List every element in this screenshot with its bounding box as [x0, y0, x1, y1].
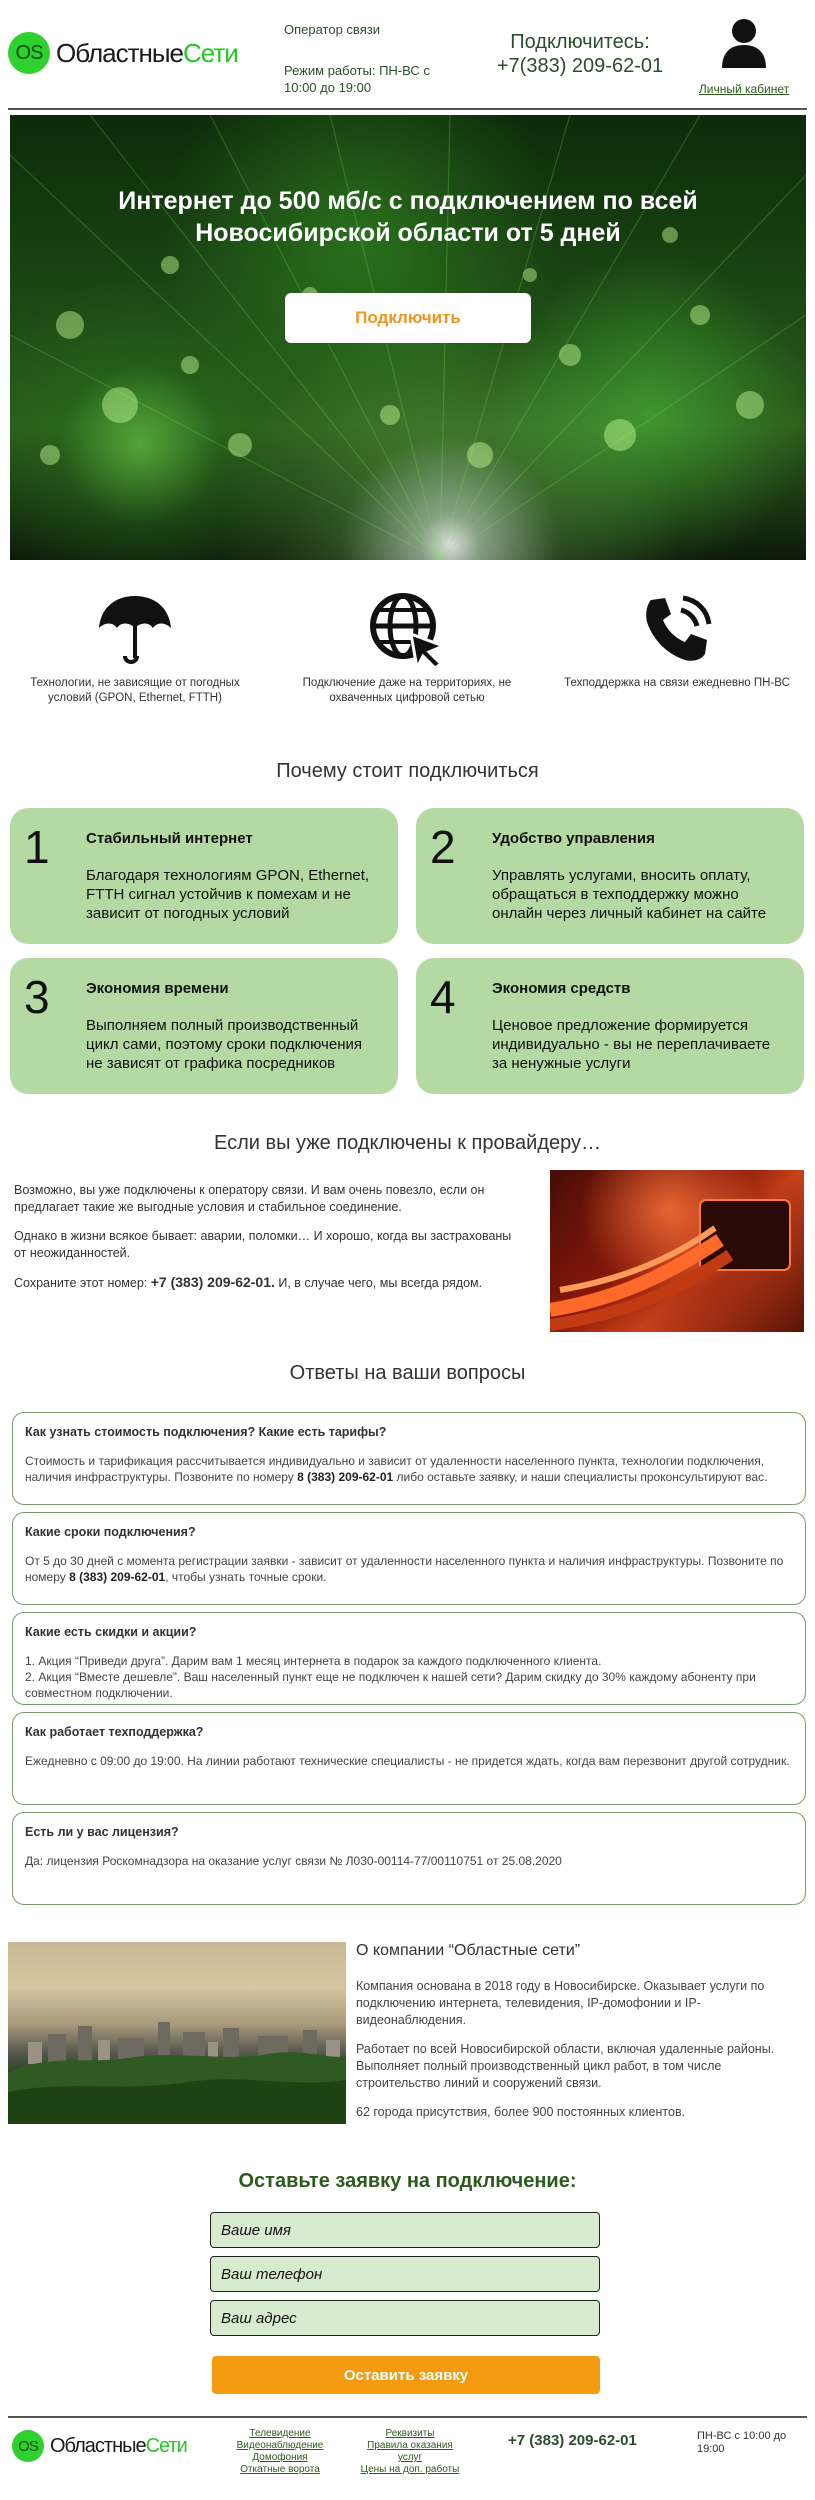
form-title: Оставьте заявку на подключение: [238, 2170, 577, 2192]
card-title: Экономия времени [86, 980, 229, 997]
card-text: Выполняем полный производственный цикл сами, поэтому сроки подключения не зависят от графика посредников [86, 1017, 362, 1072]
submit-button[interactable]: Оставить заявку [212, 2356, 600, 2394]
provider-text [14, 1182, 520, 1304]
why-title: Почему стоит подключиться [276, 760, 539, 782]
benefit-card [416, 958, 804, 1094]
phone-input[interactable] [210, 2256, 600, 2292]
feature-weather [20, 590, 250, 706]
card-text: Ценовое предложение формируется индивидуально - вы не переплачиваете за ненужные услуги [492, 1017, 771, 1072]
card-title: Удобство управления [492, 830, 655, 847]
operator-label: Оператор связи [284, 22, 380, 37]
card-number: 1 [24, 821, 50, 873]
feature-weather-text: Технологии, не зависящие от погодных условий (GPON, Ethernet, FTTH) [30, 677, 240, 704]
cable-photo [550, 1170, 804, 1332]
connect-label: Подключитесь: [510, 31, 650, 53]
footer-info-links [358, 2428, 462, 2476]
card-number: 4 [430, 971, 456, 1023]
header-divider [8, 108, 807, 110]
provider-paragraph: Однако в жизни всякое бывает: аварии, поломки… И хорошо, когда вы застрахованы от неожиданностей. [14, 1229, 512, 1260]
faq-answer: Стоимость и тарификация рассчитывается индивидуально и зависит от удаленности населенного пункта, технологии подключения, наличия инфраструктуры. Позвоните по номеру 8 (383) 209-62-01 либо оставьте заявку, и наши специалисты проконсультируют вас. [25, 1454, 768, 1484]
faq-question[interactable]: Какие сроки подключения? [25, 1525, 196, 1539]
user-icon[interactable] [722, 18, 766, 68]
footer-divider [8, 2416, 807, 2418]
about-title: О компании “Областные сети” [356, 1942, 581, 1959]
logo[interactable] [8, 32, 238, 74]
footer-link[interactable]: Цены на доп. работы [360, 2464, 460, 2475]
hero-title: Интернет до 500 мб/с с подключением по всей Новосибирской области от 5 дней [118, 187, 698, 247]
logo-mark: OS [12, 2430, 44, 2462]
footer-services-links [228, 2428, 332, 2476]
feature-coverage [292, 590, 522, 706]
footer-phone[interactable]: +7 (383) 209-62-01 [508, 2432, 637, 2449]
hero-banner [10, 115, 806, 560]
footer-link[interactable]: Правила оказания услуг [367, 2440, 453, 2463]
umbrella-icon [95, 590, 175, 670]
footer-link[interactable]: Реквизиты [385, 2428, 435, 2439]
faq-answer: Ежедневно с 09:00 до 19:00. На линии работают технические специалисты - не придется ждать, когда вам перезвонит другой сотрудник. [25, 1754, 790, 1768]
account-block [692, 18, 796, 96]
footer-link[interactable]: Видеонаблюдение [236, 2440, 324, 2451]
logo-text: ОбластныеСети [56, 37, 238, 68]
faq-answer: Да: лицензия Роскомнадзора на оказание услуг связи № Л030-00114-77/00110751 от 25.08.2020 [25, 1854, 562, 1868]
faq-question[interactable]: Есть ли у вас лицензия? [25, 1825, 179, 1839]
provider-phone[interactable]: +7 (383) 209-62-01. [150, 1274, 275, 1290]
globe-cursor-icon [367, 590, 447, 670]
card-title: Стабильный интернет [86, 830, 253, 847]
features-row [0, 590, 815, 720]
about-paragraph: Работает по всей Новосибирской области, включая удаленные районы. Выполняет полный производственный цикл работ, в том числе строительство линий и сооружений связи. [356, 2042, 775, 2090]
working-hours: Режим работы: ПН-ВС с 10:00 до 19:00 [284, 63, 430, 95]
about-text [356, 1978, 804, 2133]
account-link[interactable]: Личный кабинет [698, 82, 790, 96]
provider-paragraph: Сохраните этот номер: +7 (383) 209-62-01. И, в случае чего, мы всегда рядом. [14, 1274, 483, 1290]
benefit-card [416, 808, 804, 944]
faq-item[interactable] [12, 1612, 806, 1705]
faq-item[interactable] [12, 1412, 806, 1505]
header-phone[interactable]: +7(383) 209-62-01 [496, 55, 664, 77]
about-paragraph: Компания основана в 2018 году в Новосибирске. Оказывает услуги по подключению интернета, телевидения, IP-домофонии и IP-видеонаблюдения. [356, 1979, 765, 2027]
feature-support [562, 590, 792, 691]
feature-coverage-text: Подключение даже на территориях, не охваченных цифровой сетью [302, 677, 512, 704]
footer-logo[interactable] [12, 2430, 187, 2462]
logo-mark: OS [8, 32, 50, 74]
card-text: Благодаря технологиям GPON, Ethernet, FTTH сигнал устойчив к помехам и не зависит от погодных условий [86, 867, 370, 922]
faq-answer: 1. Акция “Приведи друга”. Дарим вам 1 месяц интернета в подарок за каждого подключенного клиента. 2. Акция “Вместе дешевле”. Ваш населенный пункт еще не подключен к нашей сети? Дарим скидку до 30% каждому абоненту при совместном подключении. [25, 1654, 756, 1700]
footer-link[interactable]: Откатные ворота [240, 2464, 320, 2475]
card-title: Экономия средств [492, 980, 631, 997]
name-input[interactable] [210, 2212, 600, 2248]
card-number: 2 [430, 821, 456, 873]
faq-question[interactable]: Как узнать стоимость подключения? Какие есть тарифы? [25, 1425, 387, 1439]
benefit-card [10, 958, 398, 1094]
address-input[interactable] [210, 2300, 600, 2336]
benefit-card [10, 808, 398, 944]
phone-ringing-icon [637, 590, 717, 670]
faq-item[interactable] [12, 1712, 806, 1805]
site-header [0, 0, 815, 110]
footer-hours: ПН-ВС с 10:00 до 19:00 [697, 2430, 787, 2455]
footer-link[interactable]: Телевидение [249, 2428, 311, 2439]
connect-button[interactable]: Подключить [285, 293, 531, 343]
provider-paragraph: Возможно, вы уже подключены к оператору связи. И вам очень повезло, если он предлагает такие же выгодные условия и стабильное соединение. [14, 1183, 485, 1214]
footer-link[interactable]: Домофония [252, 2452, 308, 2463]
faq-question[interactable]: Какие есть скидки и акции? [25, 1625, 197, 1639]
faq-title: Ответы на ваши вопросы [289, 1362, 526, 1384]
logo-text: ОбластныеСети [50, 2434, 187, 2457]
faq-answer: От 5 до 30 дней с момента регистрации заявки - зависит от удаленности населенного пункта и наличия инфраструктуры. Позвоните по номеру 8 (383) 209-62-01, чтобы узнать точные сроки. [25, 1554, 784, 1584]
faq-item[interactable] [12, 1512, 806, 1605]
about-paragraph: 62 города присутствия, более 900 постоянных клиентов. [356, 2105, 686, 2119]
feature-support-text: Техподдержка на связи ежедневно ПН-ВС [564, 677, 790, 689]
card-text: Управлять услугами, вносить оплату, обращаться в техподдержку можно онлайн через личный кабинет на сайте [492, 867, 767, 922]
city-photo [8, 1942, 346, 2124]
card-number: 3 [24, 971, 50, 1023]
provider-title: Если вы уже подключены к провайдеру… [213, 1132, 602, 1154]
connect-block [480, 30, 680, 78]
faq-question[interactable]: Как работает техподдержка? [25, 1725, 204, 1739]
faq-item[interactable] [12, 1812, 806, 1905]
